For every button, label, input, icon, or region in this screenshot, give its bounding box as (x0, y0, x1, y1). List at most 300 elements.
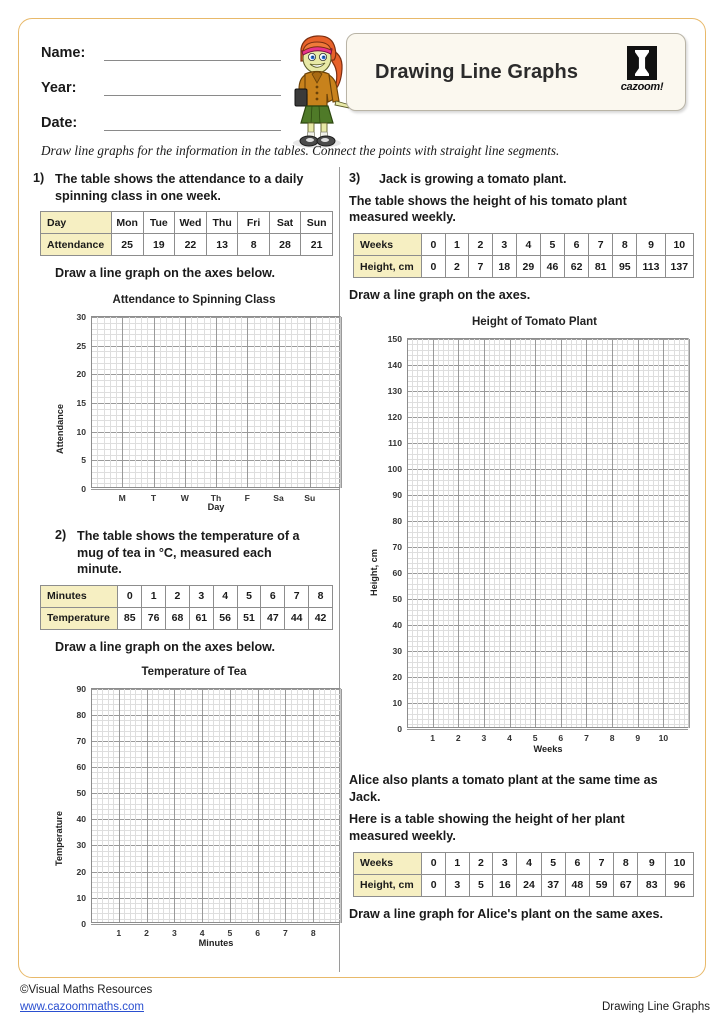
page-title: Drawing Line Graphs (375, 60, 579, 83)
gridline-major-v (561, 339, 562, 728)
y-tick-label: 10 (392, 698, 402, 709)
q3b-r0-c9: 9 (638, 852, 666, 874)
gridline-minor-v (684, 339, 685, 728)
q3b-text: Alice also plants a tomato plant at the same time as Jack. (349, 773, 658, 805)
table-row (41, 212, 333, 234)
q1-r0-c6: Sun (301, 212, 333, 234)
gridline-minor-h (407, 672, 688, 673)
gridline-minor-h (407, 578, 688, 579)
question-3 (349, 171, 694, 188)
x-tick-label: 7 (283, 927, 288, 938)
gridline-major-v (313, 689, 314, 923)
gridline-minor-v (152, 689, 153, 923)
q3-r0-c3: 3 (492, 234, 516, 256)
gridline-minor-v (422, 339, 423, 728)
gridline-minor-h (407, 506, 688, 507)
gridline-minor-v (319, 689, 320, 923)
gridline-minor-v (272, 317, 273, 488)
q3-r0-c5: 5 (540, 234, 564, 256)
gridline-major-v (510, 339, 511, 728)
cazoom-wordmark: cazoom! (620, 81, 664, 93)
gridline-minor-h (407, 490, 688, 491)
gridline-minor-v (102, 689, 103, 923)
y-tick-label: 60 (392, 568, 402, 579)
gridline-minor-v (104, 317, 105, 488)
chart-tea-title: Temperature of Tea (141, 665, 247, 678)
gridline-minor-v (97, 689, 98, 923)
left-column (33, 171, 333, 948)
gridline-minor-v (443, 339, 444, 728)
gridline-minor-h (407, 646, 688, 647)
q3-r0-c1: 1 (445, 234, 469, 256)
y-tick-label: 30 (76, 312, 86, 323)
gridline-minor-v (291, 689, 292, 923)
gridline-major-h (407, 521, 688, 522)
q3b-r1-c9: 83 (638, 874, 666, 896)
chart-tea-xaxis (91, 922, 340, 923)
chart-tomato-ylabel: Height, cm (369, 549, 379, 597)
right-column (349, 171, 694, 928)
gridline-minor-v (147, 317, 148, 488)
x-tick-label: 10 (658, 733, 669, 744)
gridline-minor-v (269, 689, 270, 923)
q1-r1-c4: 8 (238, 234, 269, 256)
gridline-minor-v (304, 317, 305, 488)
gridline-major-v (484, 339, 485, 728)
y-tick-label: 40 (392, 620, 402, 631)
gridline-minor-h (407, 422, 688, 423)
q3-r1-c4: 29 (516, 256, 540, 278)
gridline-minor-v (129, 317, 130, 488)
q3-r0-c10: 10 (665, 234, 693, 256)
gridline-minor-v (474, 339, 475, 728)
gridline-minor-h (407, 615, 688, 616)
gridline-minor-h (407, 344, 688, 345)
gridline-major-v (247, 317, 248, 488)
gridline-minor-v (285, 317, 286, 488)
x-tick-label: T (150, 493, 157, 504)
q1-number: 1) (33, 171, 45, 185)
gridline-minor-v (252, 689, 253, 923)
gridline-major-v (154, 317, 155, 488)
q3b-r0-c0: 0 (422, 852, 446, 874)
q3-r1-c1: 2 (445, 256, 469, 278)
gridline-minor-v (428, 339, 429, 728)
q3b-r1-c6: 48 (565, 874, 589, 896)
gridline-minor-h (407, 724, 688, 725)
y-tick-label: 10 (76, 892, 86, 903)
gridline-minor-v (141, 689, 142, 923)
gridline-minor-h (407, 438, 688, 439)
gridline-minor-h (407, 350, 688, 351)
y-tick-label: 90 (392, 490, 402, 501)
gridline-minor-h (407, 433, 688, 434)
q3b-text2: Here is a table showing the height of her plant measured weekly. (349, 811, 625, 843)
y-tick-label: 90 (76, 683, 86, 694)
gridline-minor-v (160, 317, 161, 488)
gridline-minor-v (489, 339, 490, 728)
gridline-minor-v (172, 317, 173, 488)
gridline-minor-v (229, 317, 230, 488)
q2-r0-c6: 6 (261, 585, 285, 607)
gridline-minor-v (479, 339, 480, 728)
gridline-minor-v (658, 339, 659, 728)
q3-data-table (353, 233, 694, 278)
gridline-minor-h (407, 552, 688, 553)
q3b-r1-c8: 67 (614, 874, 638, 896)
gridline-major-v (663, 339, 664, 728)
title-box (346, 33, 686, 111)
gridline-minor-v (110, 317, 111, 488)
gridline-minor-h (407, 620, 688, 621)
year-field-row (41, 74, 281, 96)
gridline-minor-h (407, 656, 688, 657)
student-fields (41, 39, 281, 144)
gridline-minor-h (407, 688, 688, 689)
gridline-minor-v (235, 689, 236, 923)
gridline-minor-v (316, 317, 317, 488)
x-tick-label: 4 (507, 733, 512, 744)
q3b-r1-header: Height, cm (354, 874, 422, 896)
y-tick-label: 50 (76, 788, 86, 799)
chart-tea-xlabel: Minutes (198, 937, 234, 948)
gridline-minor-v (197, 317, 198, 488)
y-tick-label: 50 (392, 594, 402, 605)
y-tick-label: 30 (392, 646, 402, 657)
gridline-minor-h (407, 402, 688, 403)
gridline-minor-h (407, 407, 688, 408)
gridline-minor-v (302, 689, 303, 923)
gridline-major-v (612, 339, 613, 728)
gridline-minor-h (407, 396, 688, 397)
chart-tea (33, 665, 333, 948)
chart-tea-plot[interactable] (76, 683, 341, 938)
gridline-minor-v (540, 339, 541, 728)
chart-tomato-xlabel: Weeks (533, 744, 563, 755)
x-tick-label: 2 (144, 927, 149, 938)
gridline-minor-v (581, 339, 582, 728)
q3-r1-c9: 113 (637, 256, 665, 278)
gridline-minor-h (407, 693, 688, 694)
gridline-minor-h (407, 698, 688, 699)
gridline-minor-v (592, 339, 593, 728)
y-tick-label: 130 (387, 386, 402, 397)
gridline-minor-v (113, 689, 114, 923)
chart-tomato-yaxis (407, 339, 408, 728)
gridline-minor-v (576, 339, 577, 728)
gridline-minor-h (407, 610, 688, 611)
q3-prompt: Draw a line graph on the axes. (349, 288, 531, 303)
gridline-minor-v (208, 689, 209, 923)
gridline-minor-h (407, 594, 688, 595)
gridline-major-h (407, 703, 688, 704)
gridline-minor-h (407, 568, 688, 569)
cazoom-logo (615, 46, 669, 100)
gridline-minor-h (407, 604, 688, 605)
worksheet-footer (20, 984, 710, 1024)
x-tick-label: 3 (481, 733, 487, 744)
q3-number: 3) (349, 171, 361, 185)
gridline-major-v (258, 689, 259, 923)
q3-r1-c10: 137 (665, 256, 693, 278)
x-tick-label: M (118, 493, 126, 504)
gridline-minor-v (197, 689, 198, 923)
gridline-minor-h (407, 459, 688, 460)
gridline-minor-v (254, 317, 255, 488)
gridline-minor-v (617, 339, 618, 728)
gridline-minor-h (407, 386, 688, 387)
q3-r0-c6: 6 (565, 234, 589, 256)
gridline-minor-v (515, 339, 516, 728)
chart-tea-grid (91, 689, 340, 923)
gridline-minor-h (407, 563, 688, 564)
q2-data-table (40, 585, 333, 630)
q3-r1-c2: 7 (469, 256, 493, 278)
q3b-r1-c10: 96 (666, 874, 694, 896)
q3b-r1-c5: 37 (541, 874, 565, 896)
date-field-row (41, 109, 281, 131)
x-tick-label: Su (304, 493, 316, 504)
gridline-minor-v (124, 689, 125, 923)
gridline-major-v (433, 339, 434, 728)
q3b-r0-c4: 4 (517, 852, 541, 874)
chart-attendance-grid (91, 317, 340, 488)
gridline-minor-v (633, 339, 634, 728)
chart-tea-yaxis (91, 689, 92, 923)
gridline-minor-v (329, 317, 330, 488)
y-tick-label: 80 (76, 709, 86, 720)
chart-tea-ylabel: Temperature (54, 810, 64, 866)
gridline-major-h (407, 599, 688, 600)
table-row (41, 234, 333, 256)
q3b-prompt: Draw a line graph for Alice's plant on the same axes. (349, 906, 663, 921)
footer-url[interactable]: www.cazoommaths.com (20, 1001, 144, 1013)
gridline-minor-v (499, 339, 500, 728)
q3-r1-c7: 81 (589, 256, 613, 278)
gridline-minor-h (407, 360, 688, 361)
q3b-data-table (353, 852, 694, 897)
x-tick-label: 5 (532, 733, 538, 744)
q2-r1-c5: 51 (237, 607, 261, 629)
q3b-r1-c4: 24 (517, 874, 541, 896)
q1-r0-c1: Tue (143, 212, 175, 234)
q3b-r0-c1: 1 (446, 852, 470, 874)
q3-r1-c8: 95 (613, 256, 637, 278)
gridline-minor-h (407, 537, 688, 538)
gridline-minor-v (545, 339, 546, 728)
gridline-major-v (147, 689, 148, 923)
q3-r1-c6: 62 (565, 256, 589, 278)
y-tick-label: 70 (392, 542, 402, 553)
gridline-minor-v (622, 339, 623, 728)
q1-r0-header: Day (41, 212, 112, 234)
x-tick-label: 3 (171, 927, 177, 938)
y-tick-label: 120 (387, 412, 402, 423)
gridline-minor-v (247, 689, 248, 923)
x-tick-label: Th (210, 493, 222, 504)
q2-prompt: Draw a line graph on the axes below. (55, 639, 275, 654)
chart-attendance-plot[interactable] (76, 312, 341, 504)
gridline-major-v (185, 317, 186, 488)
q1-r1-c2: 22 (175, 234, 207, 256)
q3-table-body (354, 234, 694, 278)
gridline-minor-v (504, 339, 505, 728)
q3b-r0-c7: 7 (589, 852, 613, 874)
gridline-major-h (407, 469, 688, 470)
y-tick-label: 60 (76, 762, 86, 773)
gridline-minor-v (274, 689, 275, 923)
gridline-minor-v (297, 317, 298, 488)
chart-tomato-plot[interactable] (387, 334, 689, 744)
gridline-major-v (535, 339, 536, 728)
gridline-minor-h (407, 526, 688, 527)
year-input-line[interactable] (104, 80, 281, 96)
q2-r1-c6: 47 (261, 607, 285, 629)
mascot-girl-icon (279, 25, 355, 149)
gridline-major-v (341, 317, 342, 488)
gridline-minor-v (335, 317, 336, 488)
gridline-minor-h (407, 682, 688, 683)
gridline-major-v (119, 689, 120, 923)
q3-text2: The table shows the height of his tomato plant measured weekly. (349, 193, 627, 225)
gridline-minor-v (668, 339, 669, 728)
y-tick-label: 140 (387, 360, 402, 371)
gridline-minor-h (407, 428, 688, 429)
x-tick-label: 5 (227, 927, 233, 938)
gridline-minor-v (235, 317, 236, 488)
q2-number: 2) (55, 528, 67, 543)
q1-r0-c3: Thu (206, 212, 238, 234)
name-field-row (41, 39, 281, 61)
q3b-r0-c2: 2 (469, 852, 493, 874)
gridline-major-h (407, 495, 688, 496)
gridline-minor-v (597, 339, 598, 728)
q2-r0-c8: 8 (309, 585, 333, 607)
gridline-major-h (407, 573, 688, 574)
date-input-line[interactable] (104, 115, 281, 131)
chart-tomato-grid (407, 339, 688, 728)
table-row (354, 874, 694, 896)
q2-r0-c1: 1 (142, 585, 166, 607)
gridline-minor-h (407, 376, 688, 377)
chart-attendance-ylabel: Attendance (55, 404, 65, 455)
table-row (41, 585, 333, 607)
y-tick-label: 0 (81, 918, 86, 929)
gridline-minor-v (330, 689, 331, 923)
q2-r0-c0: 0 (118, 585, 142, 607)
chart-tomato (349, 316, 694, 756)
gridline-minor-v (266, 317, 267, 488)
x-tick-label: 4 (199, 927, 205, 938)
y-tick-label: 20 (76, 369, 86, 380)
gridline-major-h (407, 625, 688, 626)
gridline-minor-v (438, 339, 439, 728)
q1-prompt: Draw a line graph on the axes below. (55, 266, 275, 281)
gridline-minor-v (412, 339, 413, 728)
q3b-r0-c3: 3 (493, 852, 517, 874)
gridline-minor-v (222, 317, 223, 488)
gridline-minor-v (602, 339, 603, 728)
chart-attendance-yaxis (91, 317, 92, 488)
name-input-line[interactable] (104, 45, 281, 61)
x-tick-label: 1 (116, 927, 122, 938)
y-tick-label: 5 (81, 455, 86, 466)
gridline-minor-v (219, 689, 220, 923)
q2-r0-header: Minutes (41, 585, 118, 607)
gridline-minor-v (566, 339, 567, 728)
gridline-minor-v (241, 689, 242, 923)
gridline-minor-h (407, 641, 688, 642)
q2-r1-c2: 68 (166, 607, 190, 629)
gridline-major-v (689, 339, 690, 728)
gridline-minor-v (463, 339, 464, 728)
gridline-minor-v (97, 317, 98, 488)
gridline-minor-h (407, 542, 688, 543)
q1-table-body (41, 212, 333, 256)
gridline-major-v (285, 689, 286, 923)
gridline-minor-v (180, 689, 181, 923)
footer-sheet-name: Drawing Line Graphs (601, 1001, 710, 1013)
gridline-minor-h (407, 480, 688, 481)
gridline-major-h (407, 391, 688, 392)
gridline-minor-v (141, 317, 142, 488)
q3-r1-c0: 0 (422, 256, 446, 278)
y-tick-label: 10 (76, 426, 86, 437)
y-tick-label: 20 (76, 866, 86, 877)
gridline-minor-v (530, 339, 531, 728)
y-tick-label: 0 (81, 484, 86, 495)
q3b-r0-c8: 8 (614, 852, 638, 874)
y-tick-label: 110 (388, 438, 402, 449)
gridline-minor-v (335, 689, 336, 923)
gridline-major-v (341, 689, 342, 923)
gridline-minor-h (407, 516, 688, 517)
gridline-minor-v (135, 689, 136, 923)
q3b-r0-c10: 10 (666, 852, 694, 874)
gridline-minor-v (204, 317, 205, 488)
gridline-minor-v (108, 689, 109, 923)
chart-attendance (33, 294, 333, 513)
x-tick-label: F (244, 493, 250, 504)
y-tick-label: 20 (392, 672, 402, 683)
q2-r1-header: Temperature (41, 607, 118, 629)
gridline-minor-v (224, 689, 225, 923)
gridline-minor-v (169, 689, 170, 923)
gridline-minor-h (407, 589, 688, 590)
gridline-major-v (310, 317, 311, 488)
gridline-minor-v (260, 317, 261, 488)
cazoom-glass-icon (627, 46, 657, 80)
q2-r0-c2: 2 (166, 585, 190, 607)
gridline-minor-v (448, 339, 449, 728)
gridline-minor-v (130, 689, 131, 923)
gridline-minor-h (407, 500, 688, 501)
gridline-minor-v (627, 339, 628, 728)
worksheet-page (18, 18, 706, 978)
gridline-minor-h (407, 381, 688, 382)
gridline-minor-h (407, 448, 688, 449)
q2-r1-c3: 61 (189, 607, 213, 629)
gridline-major-h (407, 365, 688, 366)
q3-r0-c2: 2 (469, 234, 493, 256)
q2-text: The table shows the temperature of a mug of tea in °C, measured each minute. (77, 529, 300, 577)
gridline-minor-v (417, 339, 418, 728)
chart-attendance-title: Attendance to Spinning Class (112, 294, 276, 307)
q2-r1-c0: 85 (118, 607, 142, 629)
x-tick-label: 6 (558, 733, 564, 744)
gridline-minor-v (674, 339, 675, 728)
q1-r1-c6: 21 (301, 234, 333, 256)
